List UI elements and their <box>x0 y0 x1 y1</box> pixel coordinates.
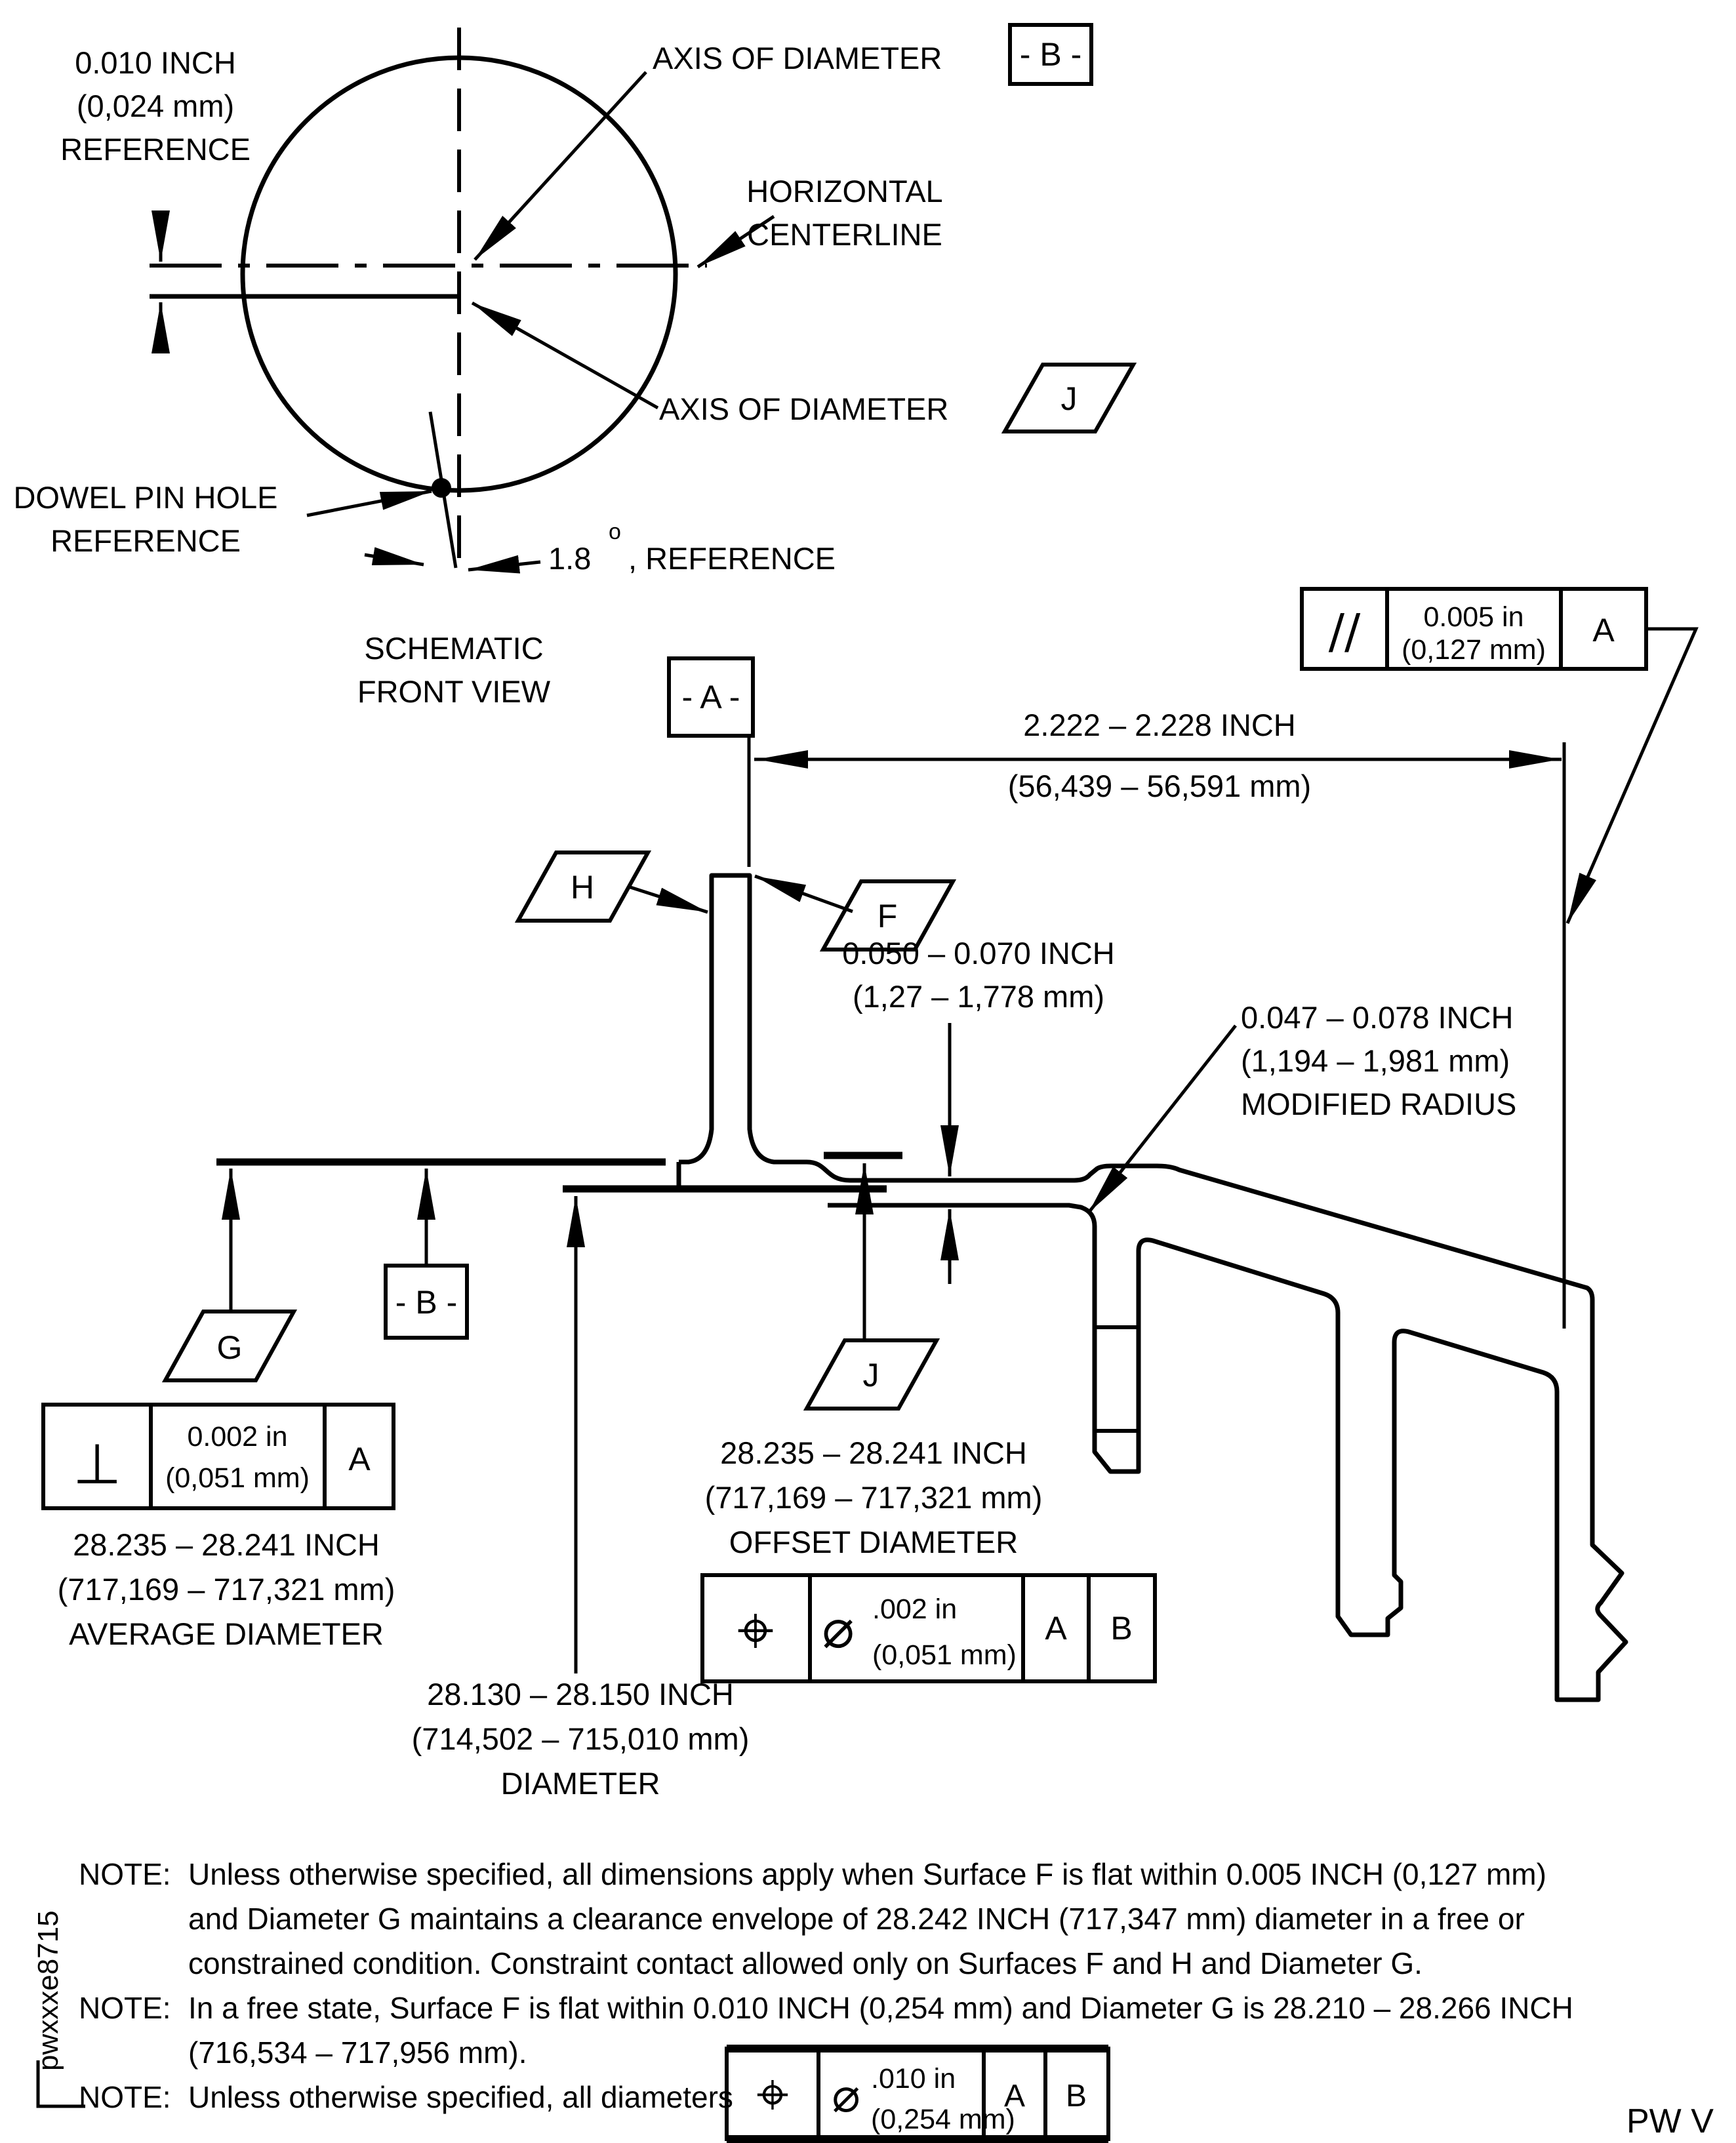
flag-h-leader-icon <box>628 887 708 912</box>
position-datum-a: A <box>1045 1610 1067 1647</box>
bore-dia-label: DIAMETER <box>500 1766 660 1801</box>
offset-dia-label: OFFSET DIAMETER <box>729 1525 1019 1559</box>
note3-diameter-icon: ⌀ <box>832 2068 860 2123</box>
axis-j-label: AXIS OF DIAMETER <box>659 391 949 426</box>
perpendicularity-value-mm: (0,051 mm) <box>165 1462 310 1494</box>
angle-arrow-left-icon <box>365 555 424 565</box>
perpendicularity-value-in: 0.002 in <box>187 1421 288 1452</box>
note1-label: NOTE: <box>79 1857 171 1891</box>
axis-b-leader-icon <box>475 72 646 260</box>
avg-dia-mm: (717,169 – 717,321 mm) <box>57 1572 395 1607</box>
width-dim-mm: (56,439 – 56,591 mm) <box>1007 769 1312 803</box>
radius-dim-mm: (1,194 – 1,981 mm) <box>1241 1043 1510 1078</box>
bore-dia-inch: 28.130 – 28.150 INCH <box>427 1677 734 1712</box>
note3-fcf-value-mm: (0,254 mm) <box>871 2104 1015 2135</box>
angle-suffix: , REFERENCE <box>628 541 836 576</box>
axis-j-leader-icon <box>472 303 658 408</box>
hcl-label-line1: HORIZONTAL <box>746 174 943 209</box>
doc-code-vertical: pwxxxe8715 <box>32 1910 64 2071</box>
position-value-mm: (0,051 mm) <box>872 1639 1017 1671</box>
avg-dia-label: AVERAGE DIAMETER <box>69 1616 384 1651</box>
flag-f-label: F <box>877 898 898 934</box>
dowel-label-line1: DOWEL PIN HOLE <box>13 480 278 515</box>
note1-line1: Unless otherwise specified, all dimensions apply when Surface F is flat within 0.005 INCH (0,127 mm) <box>188 1857 1546 1891</box>
perpendicularity-fcf <box>43 1405 394 1508</box>
note2-label: NOTE: <box>79 1991 171 2025</box>
angle-arrow-right-icon <box>468 562 540 570</box>
radius-dim-inch: 0.047 – 0.078 INCH <box>1241 1000 1514 1035</box>
avg-dia-inch: 28.235 – 28.241 INCH <box>73 1527 380 1562</box>
perpendicularity-icon: ⊥ <box>72 1432 122 1497</box>
position-value-in: .002 in <box>872 1593 958 1625</box>
datum-b-label: - B - <box>395 1284 458 1321</box>
dowel-pin-dot-icon <box>432 478 451 498</box>
parallelism-value-mm: (0,127 mm) <box>1402 634 1546 666</box>
parallelism-leader-icon <box>1567 629 1696 923</box>
note2-line2: (716,534 – 717,956 mm). <box>188 2035 527 2070</box>
note3-fcf-datum-b: B <box>1065 2079 1087 2113</box>
caption-line1: SCHEMATIC <box>364 631 544 666</box>
datum-a-label: - A - <box>681 679 740 715</box>
parallelism-fcf <box>1302 589 1696 923</box>
note3-label: NOTE: <box>79 2080 171 2114</box>
width-dim-inch: 2.222 – 2.228 INCH <box>1023 708 1296 742</box>
offset-dia-mm: (717,169 – 717,321 mm) <box>704 1480 1043 1515</box>
leg1-ticks <box>1095 1327 1139 1431</box>
radius-dim-label: MODIFIED RADIUS <box>1241 1087 1517 1121</box>
radius-leader-icon <box>1089 1026 1236 1212</box>
perpendicularity-datum: A <box>348 1441 371 1477</box>
datum-b-top-label: - B - <box>1019 36 1082 73</box>
note2-line1: In a free state, Surface F is flat within 0.010 INCH (0,254 mm) and Diameter G is 28.210 – 28.266 INCH <box>188 1991 1573 2025</box>
note3-fcf-datum-a: A <box>1003 2079 1026 2113</box>
flag-h-label: H <box>570 869 595 906</box>
ref-dim-line3: REFERENCE <box>60 132 251 167</box>
position-fcf <box>702 1575 1155 1681</box>
note3-line1: Unless otherwise specified, all diameters <box>188 2080 733 2114</box>
angle-degree-sup: o <box>609 519 621 544</box>
ref-dim-line1: 0.010 INCH <box>75 45 236 80</box>
parallelism-value-in: 0.005 in <box>1423 601 1524 633</box>
axis-b-label: AXIS OF DIAMETER <box>653 41 942 75</box>
parallelism-icon: // <box>1328 604 1361 659</box>
flag-f-leader-icon <box>755 876 853 911</box>
hcl-label-line2: CENTERLINE <box>747 217 942 252</box>
gap-dim-mm: (1,27 – 1,778 mm) <box>852 979 1105 1014</box>
angle-value: 1.8 <box>548 541 592 576</box>
dowel-label-line2: REFERENCE <box>50 523 241 558</box>
note3-position-icon: ⌖ <box>756 2060 789 2128</box>
gap-dim-inch: 0.050 – 0.070 INCH <box>842 936 1115 971</box>
flag-g-label: G <box>216 1329 243 1366</box>
position-icon: ⌖ <box>737 1592 775 1668</box>
notes-block <box>79 1857 1573 2139</box>
flag-j-top-label: J <box>1060 380 1078 417</box>
offset-dia-inch: 28.235 – 28.241 INCH <box>720 1435 1027 1470</box>
diameter-icon: ⌀ <box>822 1598 855 1660</box>
bore-dia-mm: (714,502 – 715,010 mm) <box>411 1721 750 1756</box>
ref-dim-line2: (0,024 mm) <box>76 89 235 123</box>
parallelism-datum: A <box>1592 612 1615 649</box>
front-view-schematic <box>13 25 1133 709</box>
note1-line3: constrained condition. Constraint contact allowed only on Surfaces F and H and Diameter G. <box>188 1946 1423 1980</box>
note1-line2: and Diameter G maintains a clearance envelope of 28.242 INCH (717,347 mm) diameter in a free or <box>188 1902 1525 1936</box>
note3-fcf-value-in: .010 in <box>871 2063 956 2094</box>
caption-line2: FRONT VIEW <box>357 674 551 709</box>
dowel-leader-icon <box>307 491 432 515</box>
flag-j-label: J <box>862 1357 879 1393</box>
note3-position-fcf <box>727 2049 1108 2139</box>
cross-section <box>43 589 1696 1801</box>
position-datum-b: B <box>1110 1610 1133 1647</box>
page-code: PW V <box>1626 2102 1714 2140</box>
